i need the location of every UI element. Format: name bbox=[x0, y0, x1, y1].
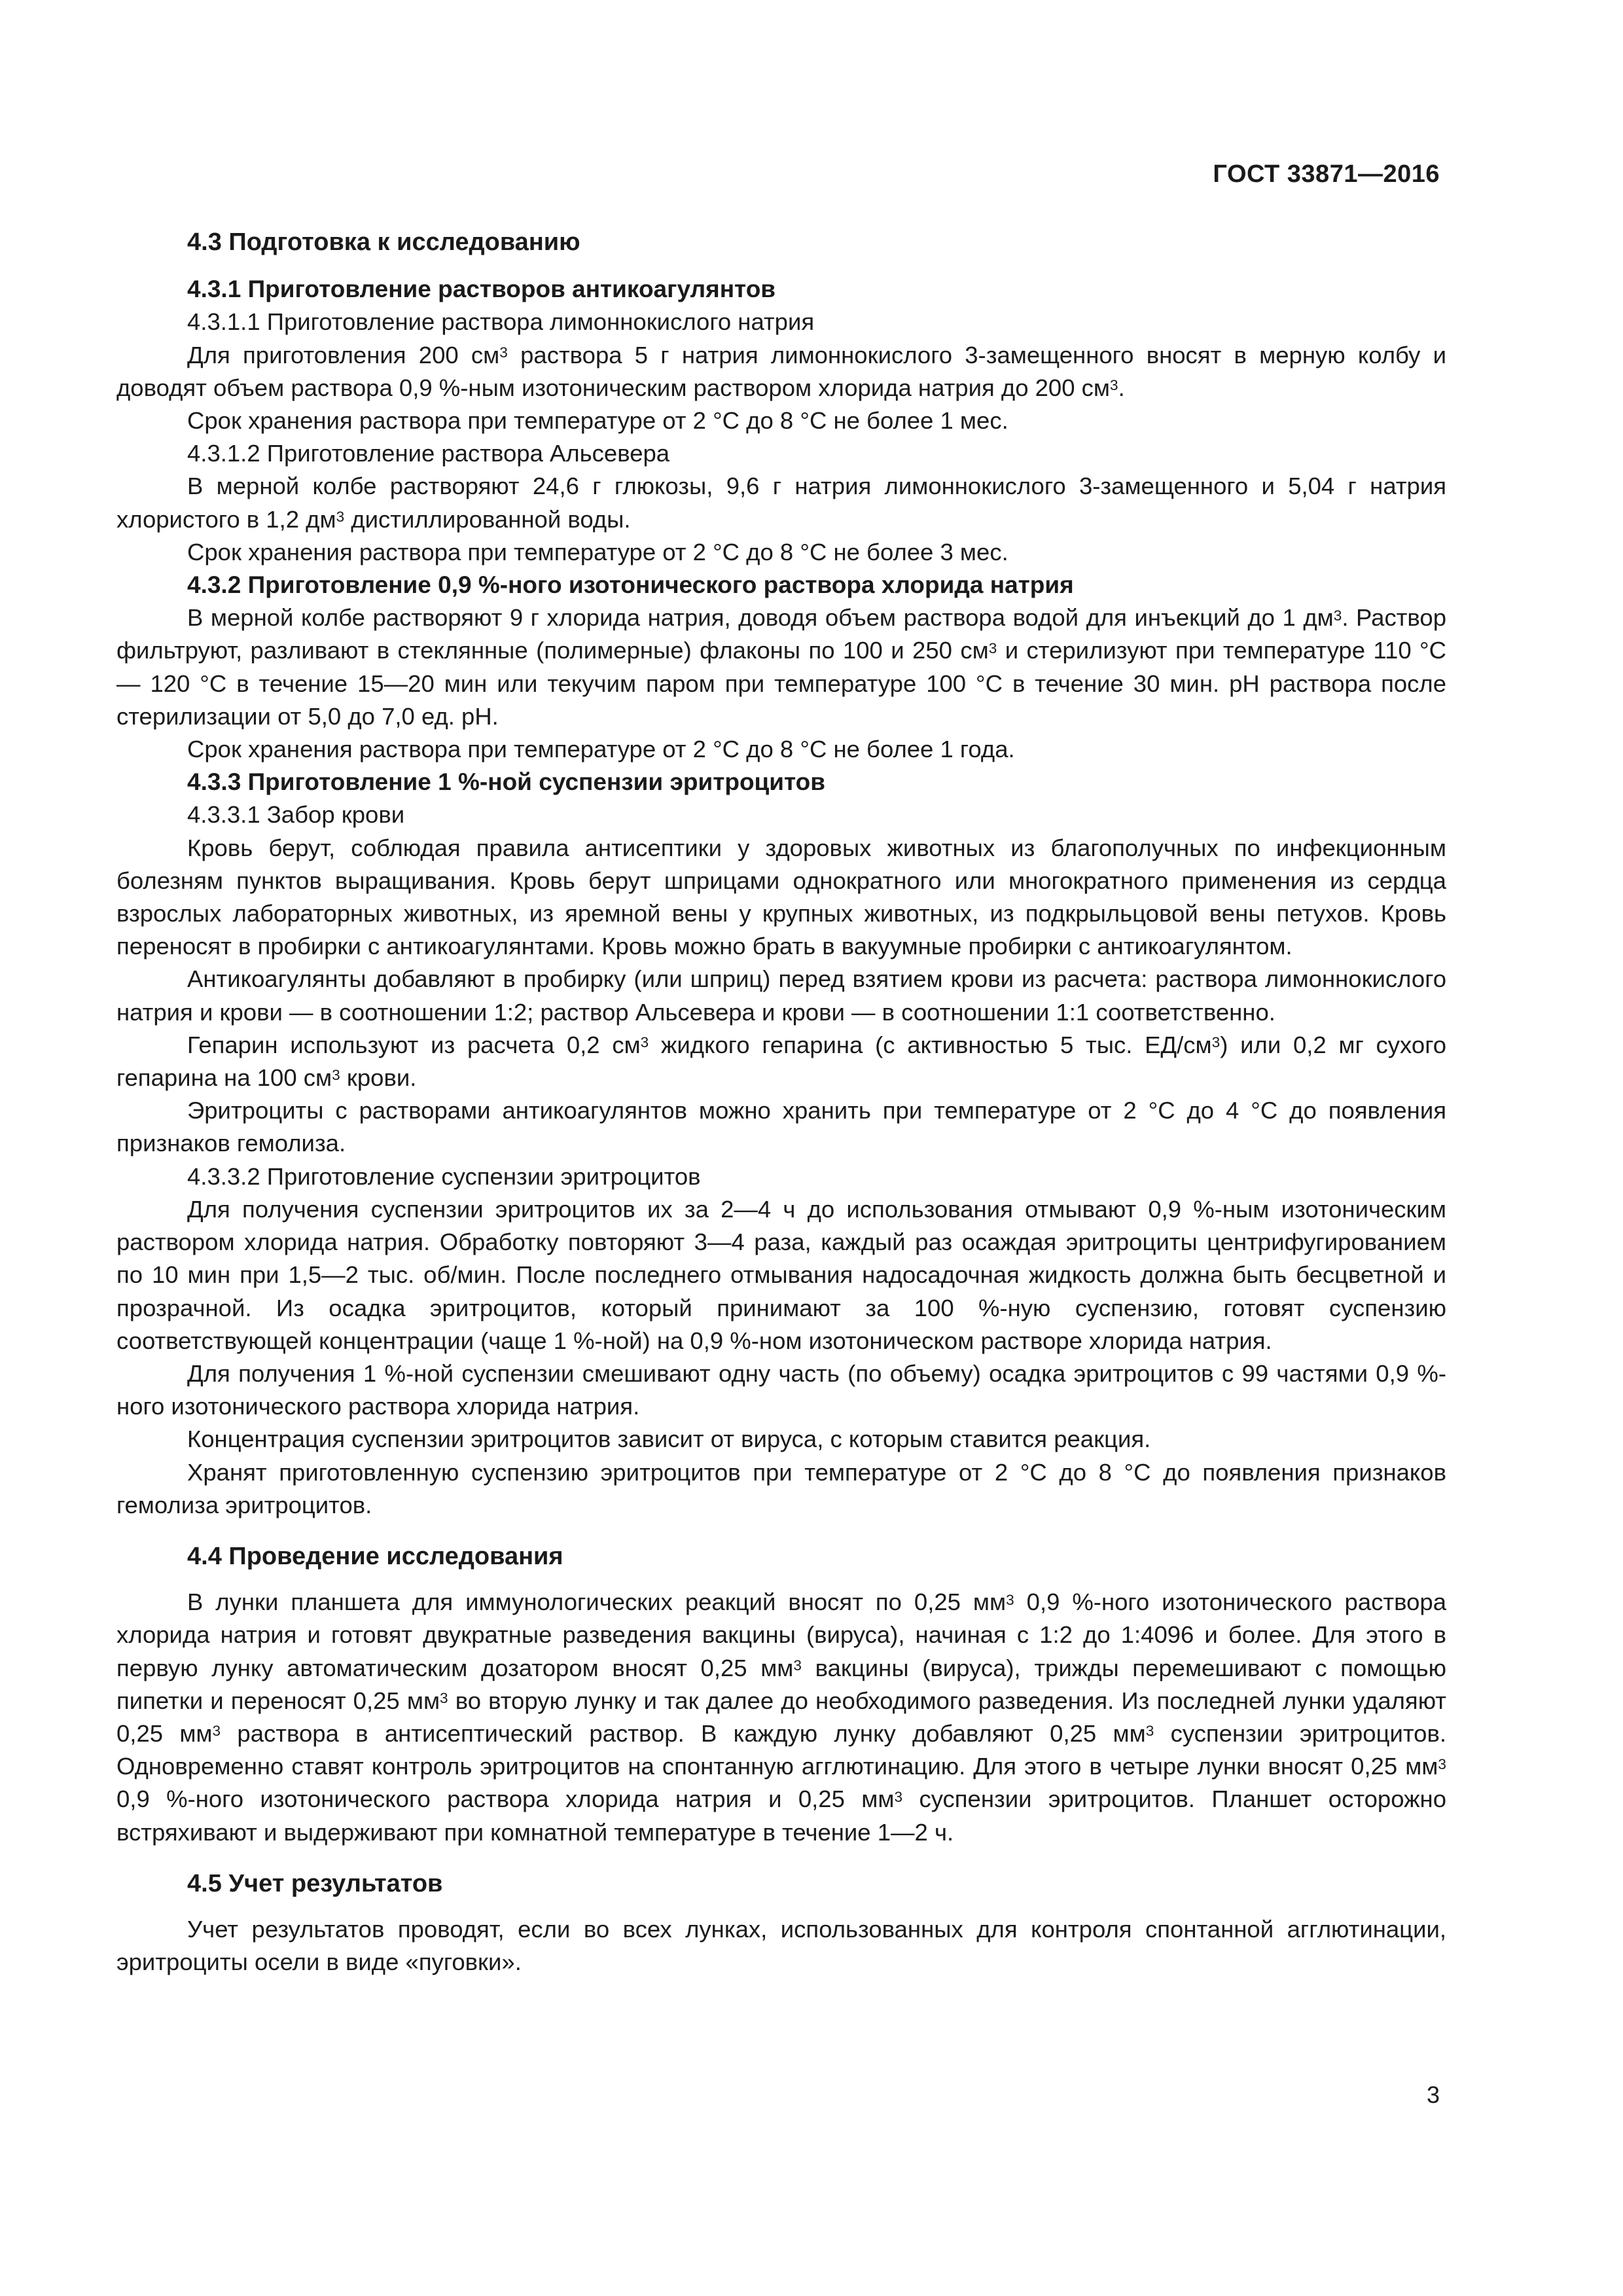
paragraph: Срок хранения раствора при температуре от 2 °С до 8 °С не более 3 мес. bbox=[187, 538, 1008, 565]
paragraph: Хранят приготовленную суспензию эритроцитов при температуре от 2 °С до 8 °С до появления признаков гемолиза эритроцитов. bbox=[116, 1458, 1446, 1518]
paragraph: Для приготовления 200 $см^3$ раствора 5 г натрия лимоннокислого 3-замещенного вносят в мерную колбу и доводят объем раствора 0,9 %-ным изотоническим раствором хлорида натрия до 200 $см^3$. bbox=[116, 341, 1447, 401]
subsection-heading-4-3-1-2: 4.3.1.2 Приготовление раствора Альсевера bbox=[187, 440, 670, 467]
subsection-heading-4-3-3-2: 4.3.3.2 Приготовление суспензии эритроцитов bbox=[187, 1162, 701, 1190]
paragraph: В мерной колбе растворяют 24,6 г глюкозы, 9,6 г натрия лимоннокислого 3-замещенного и 5,04 г натрия хлористого в 1,2 $дм^3$ дистиллированной воды. bbox=[116, 473, 1446, 533]
subsection-heading-4-3-3-1: 4.3.3.1 Забор крови bbox=[187, 801, 405, 829]
section-heading-4-4: 4.4 Проведение исследования bbox=[187, 1542, 563, 1570]
paragraph: Антикоагулянты добавляют в пробирку (или шприц) перед взятием крови из расчета: раствора лимоннокислого натрия и крови — в соотношении 1:2; раствор Альсевера и крови — в соотношении 1:1 соответственно. bbox=[116, 965, 1446, 1026]
section-heading-4-3: 4.3 Подготовка к исследованию bbox=[187, 228, 580, 256]
subsection-heading-4-3-1-1: 4.3.1.1 Приготовление раствора лимоннокислого натрия bbox=[187, 308, 815, 336]
paragraph: В мерной колбе растворяют 9 г хлорида натрия, доводя объем раствора водой для инъекций до 1 $дм^3$. Раствор фильтруют, разливают в стеклянные (полимерные) флаконы по 100 и 250 $см^3$ и стерилизуют при температуре 110 °С — 120 °С в течение 15—20 мин или текучим паром при температуре 100 °С в течение 30 мин. рН раствора после стерилизации от 5,0 до 7,0 ед. рН. bbox=[116, 604, 1446, 730]
paragraph: Для получения 1 %-ной суспензии смешивают одну часть (по объему) осадка эритроцитов с 99 частями 0,9 %-ного изотонического раствора хлорида натрия. bbox=[116, 1359, 1446, 1420]
paragraph: Эритроциты с растворами антикоагулянтов можно хранить при температуре от 2 °С до 4 °С до появления признаков гемолиза. bbox=[116, 1097, 1446, 1157]
paragraph: Срок хранения раствора при температуре от 2 °С до 8 °С не более 1 мес. bbox=[187, 407, 1008, 435]
paragraph: Учет результатов проводят, если во всех лунках, использованных для контроля спонтанной агглютинации, эритроциты осели в виде «пуговки». bbox=[116, 1915, 1446, 1976]
section-heading-4-5: 4.5 Учет результатов bbox=[187, 1869, 443, 1897]
document-body bbox=[116, 226, 1446, 1979]
paragraph: Гепарин используют из расчета 0,2 $см^3$ жидкого гепарина (с активностью 5 тыс. $ЕД/см^3$) или 0,2 мг сухого гепарина на 100 $см^3$ крови. bbox=[116, 1031, 1447, 1092]
paragraph: В лунки планшета для иммунологических реакций вносят по 0,25 $мм^3$ 0,9 %-ного изотонического раствора хлорида натрия и готовят двукратные разведения вакцины (вируса), начиная с 1:2 до 1:4096 и более. Для этого в первую лунку автоматическим дозатором вносят 0,25 $мм^3$ вакцины (вируса), трижды перемешивают с помощью пипетки и переносят 0,25 $мм^3$ во вторую лунку и так далее до необходимого разведения. Из последней лунки удаляют 0,25 $мм^3$ раствора в антисептический раствор. В каждую лунку добавляют 0,25 $мм^3$ суспензии эритроцитов. Одновременно ставят контроль эритроцитов на спонтанную агглютинацию. Для этого в четыре лунки вносят 0,25 $мм^3$ 0,9 %-ного изотонического раствора хлорида натрия и 0,25 $мм^3$ суспензии эритроцитов. Планшет осторожно встряхивают и выдерживают при комнатной температуре в течение 1—2 ч. bbox=[116, 1588, 1447, 1846]
paragraph: Концентрация суспензии эритроцитов зависит от вируса, с которым ставится реакция. bbox=[187, 1426, 1151, 1453]
document-designation: ГОСТ 33871—2016 bbox=[1213, 160, 1440, 188]
paragraph: Срок хранения раствора при температуре от 2 °С до 8 °С не более 1 года. bbox=[187, 736, 1015, 763]
paragraph: Для получения суспензии эритроцитов их за 2—4 ч до использования отмывают 0,9 %-ным изотоническим раствором хлорида натрия. Обработку повторяют 3—4 раза, каждый раз осаждая эритроциты центрифугированием по 10 мин при 1,5—2 тыс. об/мин. После последнего отмывания надосадочная жидкость должна быть бесцветной и прозрачной. Из осадка эритроцитов, который принимают за 100 %-ную суспензию, готовят суспензию соответствующей концентрации (чаще 1 %-ной) на 0,9 %-ном изотоническом растворе хлорида натрия. bbox=[116, 1195, 1446, 1354]
section-heading-4-3-3: 4.3.3 Приготовление 1 %-ной суспензии эритроцитов bbox=[187, 768, 826, 796]
section-heading-4-3-1: 4.3.1 Приготовление растворов антикоагулянтов bbox=[187, 276, 776, 303]
paragraph: Кровь берут, соблюдая правила антисептики у здоровых животных из благополучных по инфекционным болезням пунктов выращивания. Кровь берут шприцами однократного или многократного применения из сердца взрослых лабораторных животных, из яремной вены у крупных животных, из подкрыльцовой вены петухов. Кровь переносят в пробирки с антикоагулянтами. Кровь можно брать в вакуумные пробирки с антикоагулянтом. bbox=[116, 834, 1446, 960]
section-heading-4-3-2: 4.3.2 Приготовление 0,9 %-ного изотонического раствора хлорида натрия bbox=[187, 571, 1074, 599]
page-number: 3 bbox=[1426, 2081, 1440, 2108]
